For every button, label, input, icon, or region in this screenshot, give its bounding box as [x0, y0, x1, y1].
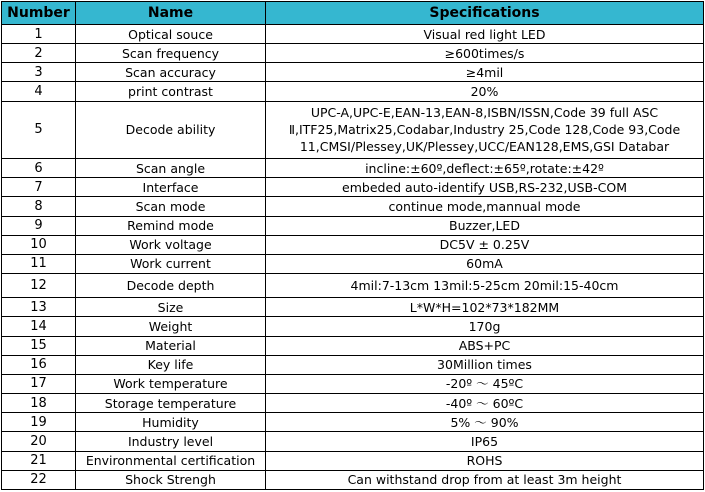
row-number: 15: [2, 336, 76, 355]
table-row: [2, 82, 704, 101]
row-number: 10: [2, 235, 76, 254]
row-number: 4: [2, 82, 76, 101]
row-number: 5: [2, 101, 76, 158]
row-spec: ≥600times/s: [266, 44, 704, 63]
row-number: 20: [2, 432, 76, 451]
row-name: Work current: [76, 254, 266, 273]
row-name: Material: [76, 336, 266, 355]
row-name: Industry level: [76, 432, 266, 451]
row-spec: 4mil:7-13cm 13mil:5-25cm 20mil:15-40cm: [266, 274, 704, 298]
row-name: Weight: [76, 317, 266, 336]
row-number: 3: [2, 63, 76, 82]
table-row: [2, 274, 704, 298]
row-spec: 30Million times: [266, 355, 704, 374]
row-name: Work voltage: [76, 235, 266, 254]
row-spec: DC5V ± 0.25V: [266, 235, 704, 254]
row-spec: 170g: [266, 317, 704, 336]
table-row: [2, 432, 704, 451]
row-name: Shock Strengh: [76, 470, 266, 489]
row-number: 21: [2, 451, 76, 470]
row-spec: 60mA: [266, 254, 704, 273]
table-row: [2, 197, 704, 216]
row-spec: Buzzer,LED: [266, 216, 704, 235]
table-row: [2, 25, 704, 44]
row-number: 7: [2, 178, 76, 197]
row-name: Environmental certification: [76, 451, 266, 470]
row-number: 16: [2, 355, 76, 374]
row-name: Scan accuracy: [76, 63, 266, 82]
table-row: [2, 254, 704, 273]
row-spec: -40º ～ 60ºC: [266, 394, 704, 413]
header-number: Number: [2, 2, 76, 25]
row-spec: L*W*H=102*73*182MM: [266, 298, 704, 317]
row-spec: ROHS: [266, 451, 704, 470]
row-number: 8: [2, 197, 76, 216]
row-number: 11: [2, 254, 76, 273]
row-name: Work temperature: [76, 374, 266, 393]
row-spec: Can withstand drop from at least 3m height: [266, 470, 704, 489]
row-name: Scan mode: [76, 197, 266, 216]
row-name: Interface: [76, 178, 266, 197]
table-row: [2, 63, 704, 82]
row-spec: 20%: [266, 82, 704, 101]
row-number: 6: [2, 159, 76, 178]
row-spec: incline:±60º,deflect:±65º,rotate:±42º: [266, 159, 704, 178]
row-spec: ≥4mil: [266, 63, 704, 82]
row-name: Scan angle: [76, 159, 266, 178]
row-spec: 5% ～ 90%: [266, 413, 704, 432]
row-number: 17: [2, 374, 76, 393]
row-name: Decode depth: [76, 274, 266, 298]
row-number: 2: [2, 44, 76, 63]
table-row: [2, 298, 704, 317]
row-name: Scan frequency: [76, 44, 266, 63]
table-row: [2, 413, 704, 432]
row-spec: Visual red light LED: [266, 25, 704, 44]
table-row: [2, 44, 704, 63]
row-spec: UPC-A,UPC-E,EAN-13,EAN-8,ISBN/ISSN,Code 39 full ASC Ⅱ,ITF25,Matrix25,Codabar,Industry 25,Code 128,Code 93,Code 11,CMSI/Plessey,UK/Plessey,UCC/EAN128,EMS,GSI Databar: [266, 101, 704, 158]
row-number: 13: [2, 298, 76, 317]
table-row: [2, 178, 704, 197]
table-row: [2, 451, 704, 470]
header-name: Name: [76, 2, 266, 25]
row-spec: embeded auto-identify USB,RS-232,USB-COM: [266, 178, 704, 197]
row-spec: continue mode,mannual mode: [266, 197, 704, 216]
row-spec: IP65: [266, 432, 704, 451]
row-spec: -20º ～ 45ºC: [266, 374, 704, 393]
table-row: [2, 470, 704, 489]
row-number: 19: [2, 413, 76, 432]
row-number: 22: [2, 470, 76, 489]
row-number: 1: [2, 25, 76, 44]
table-row: [2, 374, 704, 393]
table-row: [2, 235, 704, 254]
row-name: Optical souce: [76, 25, 266, 44]
table-row: [2, 101, 704, 158]
table-row: [2, 159, 704, 178]
table-row: [2, 394, 704, 413]
row-name: Storage temperature: [76, 394, 266, 413]
row-number: 9: [2, 216, 76, 235]
row-number: 18: [2, 394, 76, 413]
table-row: [2, 317, 704, 336]
specifications-table: [1, 1, 704, 490]
row-name: Decode ability: [76, 101, 266, 158]
table-row: [2, 216, 704, 235]
row-name: print contrast: [76, 82, 266, 101]
table-row: [2, 355, 704, 374]
row-spec: ABS+PC: [266, 336, 704, 355]
table-row: [2, 336, 704, 355]
header-row: [2, 2, 704, 25]
row-name: Remind mode: [76, 216, 266, 235]
row-name: Humidity: [76, 413, 266, 432]
row-number: 14: [2, 317, 76, 336]
header-specifications: Specifications: [266, 2, 704, 25]
row-number: 12: [2, 274, 76, 298]
row-name: Key life: [76, 355, 266, 374]
row-name: Size: [76, 298, 266, 317]
